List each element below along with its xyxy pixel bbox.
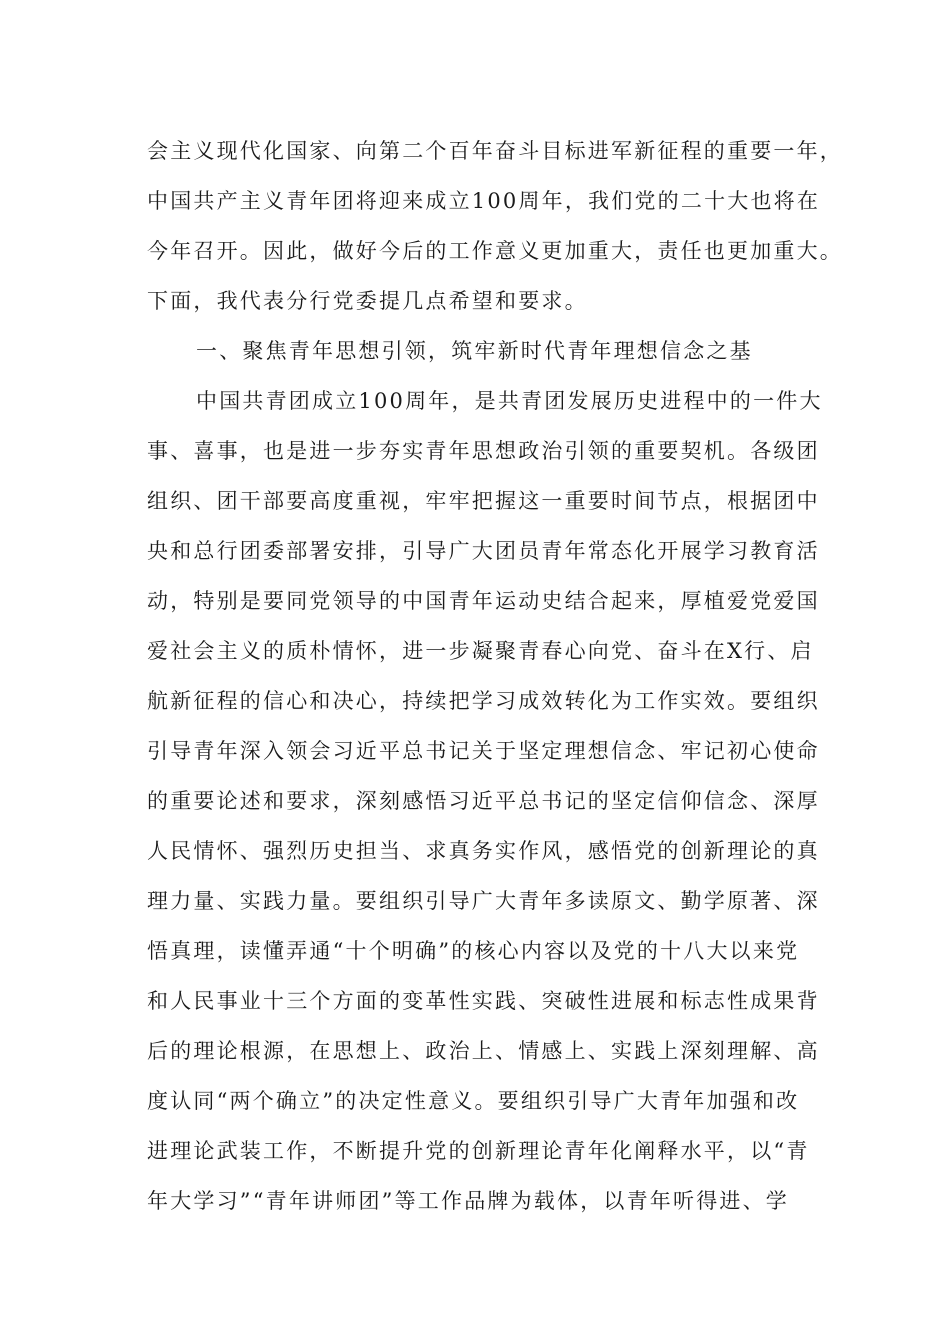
paragraph-line: 年大学习”“青年讲师团”等工作品牌为载体，以青年听得进、学 xyxy=(147,1189,790,1213)
paragraph-line: 中国共青团成立100周年，是共青团发展历史进程中的一件大 xyxy=(196,389,823,413)
paragraph-line: 中国共产主义青年团将迎来成立100周年，我们党的二十大也将在 xyxy=(147,189,821,213)
paragraph-line: 度认同“两个确立”的决定性意义。要组织引导广大青年加强和改 xyxy=(147,1089,800,1113)
paragraph-line: 人民情怀、强烈历史担当、求真务实作风，感悟党的创新理论的真 xyxy=(147,839,820,863)
paragraph-line: 动，特别是要同党领导的中国青年运动史结合起来，厚植爱党爱国 xyxy=(147,589,820,613)
paragraph-line: 的重要论述和要求，深刻感悟习近平总书记的坚定信仰信念、深厚 xyxy=(147,789,820,813)
paragraph-line: 事、喜事，也是进一步夯实青年思想政治引领的重要契机。各级团 xyxy=(147,439,820,463)
paragraph-line: 引导青年深入领会习近平总书记关于坚定理想信念、牢记初心使命 xyxy=(147,739,820,763)
section-heading: 一、聚焦青年思想引领，筑牢新时代青年理想信念之基 xyxy=(196,339,753,363)
paragraph-line: 今年召开。因此，做好今后的工作意义更加重大，责任也更加重大。 xyxy=(147,239,843,263)
paragraph-line: 航新征程的信心和决心，持续把学习成效转化为工作实效。要组织 xyxy=(147,689,820,713)
paragraph-line: 和人民事业十三个方面的变革性实践、突破性进展和标志性成果背 xyxy=(147,989,820,1013)
paragraph-line: 下面，我代表分行党委提几点希望和要求。 xyxy=(147,289,588,313)
paragraph-line: 组织、团干部要高度重视，牢牢把握这一重要时间节点，根据团中 xyxy=(147,489,820,513)
paragraph-line: 后的理论根源，在思想上、政治上、情感上、实践上深刻理解、高 xyxy=(147,1039,820,1063)
paragraph-line: 爱社会主义的质朴情怀，进一步凝聚青春心向党、奋斗在X行、启 xyxy=(147,639,814,663)
paragraph-line: 进理论武装工作，不断提升党的创新理论青年化阐释水平，以“青 xyxy=(147,1139,810,1163)
paragraph-line: 理力量、实践力量。要组织引导广大青年多读原文、勤学原著、深 xyxy=(147,889,820,913)
paragraph-line: 会主义现代化国家、向第二个百年奋斗目标进军新征程的重要一年， xyxy=(147,139,843,163)
paragraph-line: 央和总行团委部署安排，引导广大团员青年常态化开展学习教育活 xyxy=(147,539,820,563)
paragraph-line: 悟真理，读懂弄通“十个明确”的核心内容以及党的十八大以来党 xyxy=(147,939,800,963)
